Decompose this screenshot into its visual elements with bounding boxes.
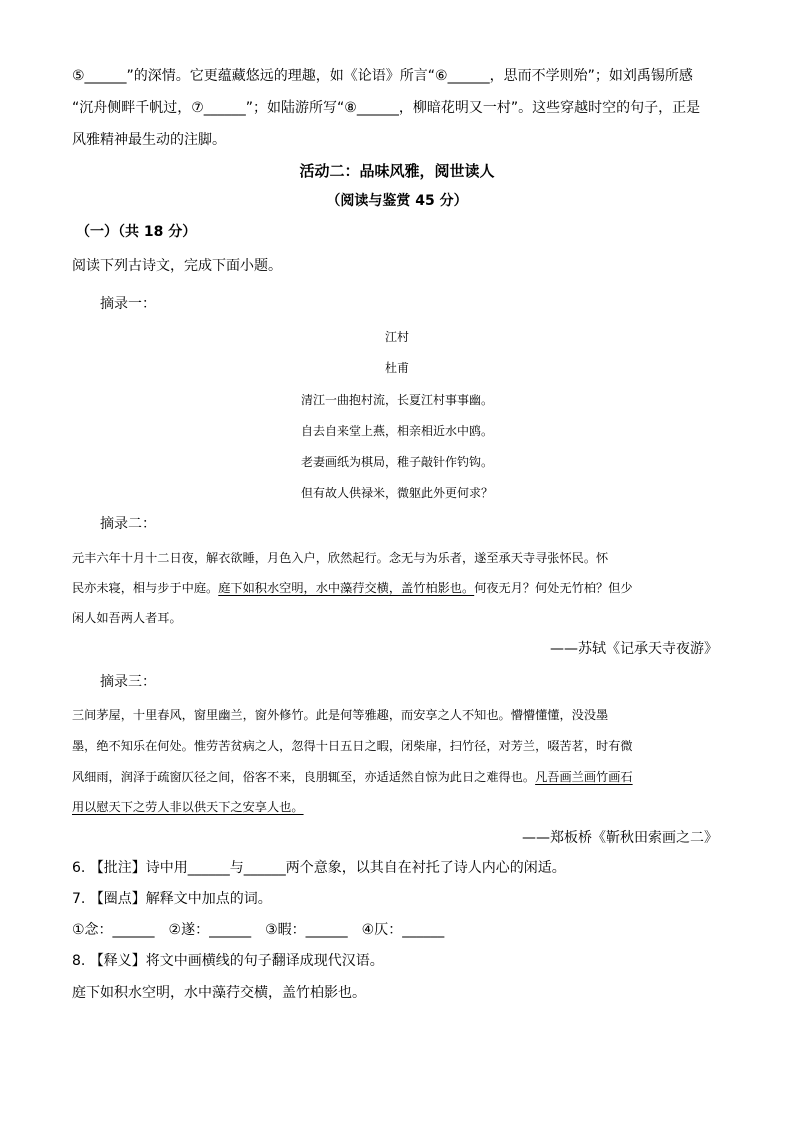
- question-8-sentence: 庭下如积水空明，水中藻荇交横，盖竹柏影也。: [72, 985, 366, 1001]
- prose-line: 墨，绝不知乐在何处。惟劳苦贫病之人，忽得十日五日之暇，闭柴扉，扫竹径，对芳兰，啜苦茗，时有微: [72, 739, 633, 753]
- excerpt2-label: 摘录二：: [100, 516, 156, 532]
- activity-title: 活动二：品味风雅，阅世读人: [299, 162, 495, 180]
- prose-line: 元丰六年十月十二日夜，解衣欲睡，月色入户，欣然起行。念无与为乐者，遂至承天寺寻张怀民。怀: [72, 551, 609, 565]
- prose-text: 风细雨，润泽于疏窗仄径之间，俗客不来，良朋辄至，亦适适然自惊为此日之难得也。: [72, 770, 536, 784]
- question-7: 7. 【圈点】解释文中加点的词。: [72, 891, 272, 907]
- underlined-sentence: 用以慰天下之劳人非以供天下之安享人也。: [72, 800, 304, 814]
- excerpt3-label: 摘录三：: [100, 674, 156, 690]
- section-heading: （一）（共 18 分）: [76, 224, 197, 240]
- prose-line: 三间茅屋，十里春风，窗里幽兰，窗外修竹。此是何等雅趣，而安享之人不知也。懵懵懂懂，没没墨: [72, 708, 609, 722]
- excerpt3-source: ——郑板桥《靳秋田索画之二》: [522, 830, 718, 846]
- excerpt1-label: 摘录一：: [100, 296, 156, 312]
- underlined-sentence: 庭下如积水空明，水中藻荇交横，盖竹柏影也。: [218, 581, 475, 595]
- prose-line: [72, 578, 633, 598]
- poem-title: 江村: [384, 330, 409, 344]
- question-7-items: ①念：______ ②遂：______ ③暇：______ ④仄：______: [72, 922, 445, 938]
- activity-subtitle: （阅读与鉴赏 45 分）: [326, 193, 468, 209]
- prose-line: 闲人如吾两人者耳。: [72, 611, 182, 625]
- excerpt2-source: ——苏轼《记承天寺夜游》: [550, 641, 718, 657]
- intro-line: “沉舟侧畔千帆过，⑦______”；如陆游所写“⑧______，柳暗花明又一村”。这些穿越时空的句子，正是: [72, 100, 701, 116]
- prose-text: 民亦未寝，相与步于中庭。: [72, 581, 219, 595]
- prose-line: [72, 767, 633, 787]
- question-8: 8. 【释义】将文中画横线的句子翻译成现代汉语。: [72, 953, 384, 969]
- poem-line: 清江一曲抱村流，长夏江村事事幽。: [300, 393, 493, 407]
- poem-line: 老妻画纸为棋局，稚子敲针作钓钩。: [300, 455, 493, 469]
- underlined-sentence: 凡吾画兰画竹画石: [535, 770, 633, 784]
- poem-author: 杜甫: [384, 361, 409, 375]
- intro-line: 风雅精神最生动的注脚。: [72, 132, 226, 148]
- intro-line: ⑤______”的深情。它更蕴藏悠远的理趣，如《论语》所言“⑥______，思而不学则殆”；如刘禹锡所感: [72, 68, 693, 84]
- section-instruction: 阅读下列古诗文，完成下面小题。: [72, 258, 282, 274]
- poem-line: 但有故人供禄米，微躯此外更何求？: [300, 486, 493, 500]
- prose-text: 何夜无月？何处无竹柏？但少: [474, 581, 633, 595]
- poem-line: 自去自来堂上燕，相亲相近水中鸥。: [300, 424, 493, 438]
- question-6: 6. 【批注】诗中用______与______两个意象，以其自在衬托了诗人内心的闲适。: [72, 860, 566, 876]
